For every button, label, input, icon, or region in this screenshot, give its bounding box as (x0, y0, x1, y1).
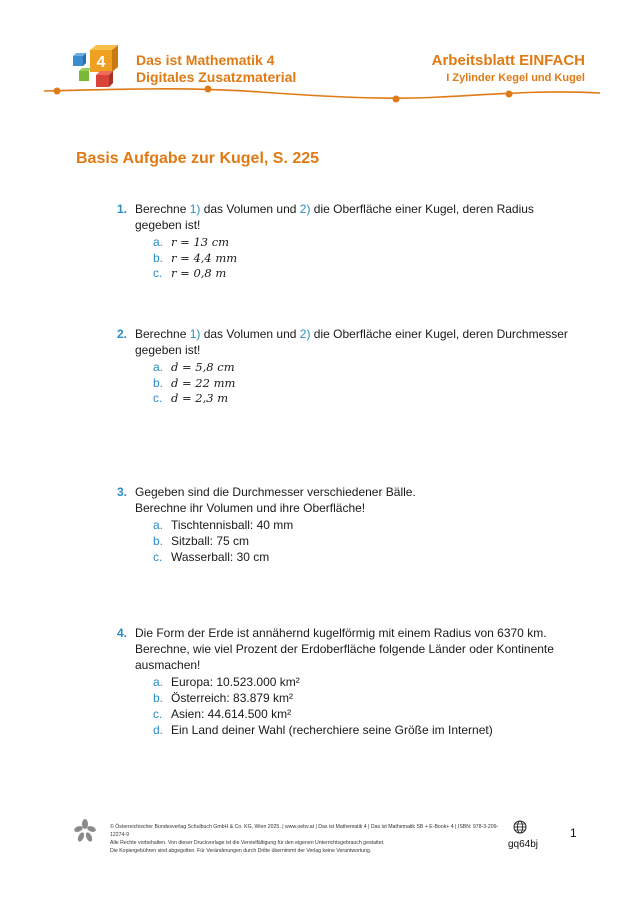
task-items (135, 517, 587, 565)
divider-dot (393, 96, 400, 103)
list-item: a. d = 5,8 cm (153, 360, 235, 374)
task-text: Berechne 1) das Volumen und 2) die Oberfläche einer Kugel, deren Durchmesser gegeben ist! (135, 327, 568, 357)
task-4 (117, 625, 597, 738)
list-item: a. Europa: 10.523.000 km² (153, 675, 300, 689)
copyright-notice: © Österreichischer Bundesverlag Schulbuch GmbH & Co. KG, Wien 2025. | www.oebv.at | Das ist Mathematik 4 | Das ist Mathematik SB + E-Book+ 4 | ISBN: 978-3-209-12274-9 Alle Rechte vorbehalten. Von dieser Druckvorlage ist die Vervielfältigung für den eigenen Unterrichtsgebrauch gestattet. Die Kopiergebühren sind abgegolten. Für Veränderungen durch Dritte übernimmt der Verlag keine Verantwortung. (110, 824, 499, 854)
task-number: 4. (117, 626, 128, 640)
list-item: b. Sitzball: 75 cm (153, 534, 250, 548)
list-item: c. d = 2,3 m (153, 391, 229, 405)
brand-line-2: Digitales Zusatzmaterial (136, 69, 297, 85)
task-number: 3. (117, 485, 128, 499)
task-2 (117, 326, 587, 406)
task-items (135, 234, 587, 281)
logo-number: 4 (96, 54, 106, 71)
publisher-logo-icon (74, 818, 96, 844)
sheet-subtitle: I Zylinder Kegel und Kugel (446, 72, 585, 84)
task-items (135, 359, 587, 406)
list-item: c. Asien: 44.614.500 km² (153, 707, 292, 721)
brand-line-1: Das ist Mathematik 4 (136, 52, 275, 68)
task-items (135, 674, 597, 738)
list-item: b. r = 4,4 mm (153, 250, 238, 265)
list-item: d. Ein Land deiner Wahl (recherchiere seine Größe im Internet) (153, 723, 493, 737)
task-text: Gegeben sind die Durchmesser verschiedener Bälle. Berechne ihr Volumen und ihre Oberfläche! (135, 485, 416, 515)
divider-dot (506, 91, 513, 98)
divider-dot (54, 88, 61, 95)
task-3 (117, 484, 587, 565)
task-number: 2. (117, 327, 128, 341)
task-1 (117, 201, 587, 281)
task-number: 1. (117, 202, 128, 216)
list-item: b. Österreich: 83.879 km² (153, 691, 294, 705)
header-divider-line (0, 84, 640, 108)
page-number: 1 (570, 826, 577, 840)
page-title: Basis Aufgabe zur Kugel, S. 225 (76, 150, 320, 167)
globe-icon (513, 820, 527, 834)
task-text: Berechne 1) das Volumen und 2) die Oberfläche einer Kugel, deren Radius gegeben ist! (135, 202, 534, 232)
list-item: a. r = 13 cm (153, 235, 230, 249)
list-item: a. Tischtennisball: 40 mm (153, 518, 294, 532)
list-item: b. d = 22 mm (153, 375, 236, 390)
online-code: gq64bj (508, 839, 539, 850)
task-text: Die Form der Erde ist annähernd kugelförmig mit einem Radius von 6370 km. Berechne, wie viel Prozent der Erdoberfläche folgende Länder oder Kontinente ausmachen! (135, 626, 554, 672)
list-item: c. Wasserball: 30 cm (153, 550, 270, 564)
brand-title (136, 52, 296, 86)
divider-dot (205, 86, 212, 93)
sheet-title-main: Arbeitsblatt EINFACH (431, 52, 585, 69)
sheet-title (432, 52, 585, 86)
list-item: c. r = 0,8 m (153, 266, 227, 280)
